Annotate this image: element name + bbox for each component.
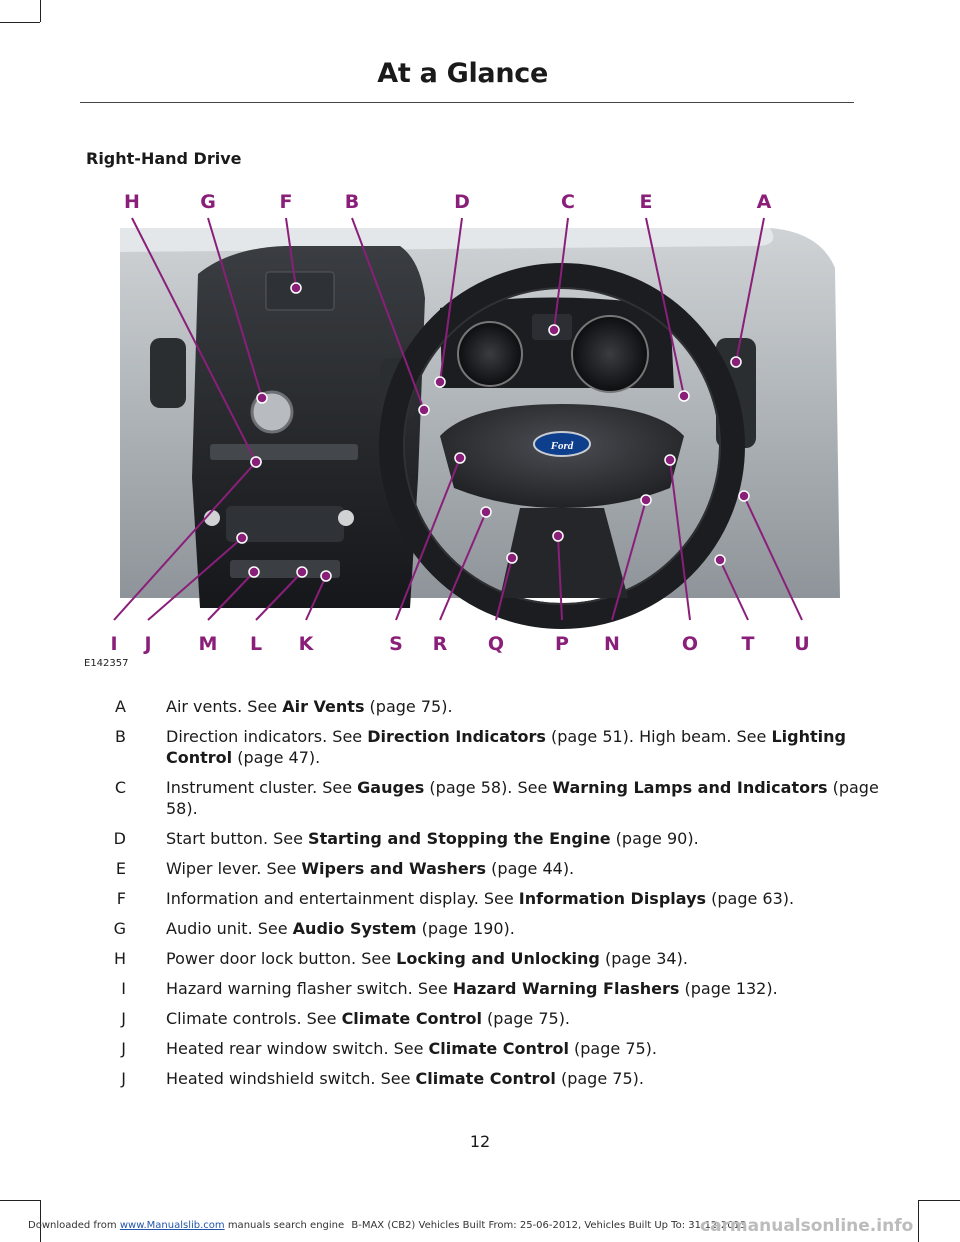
callout-marker — [237, 533, 247, 543]
callout-label: A — [756, 191, 772, 213]
description-text: (page 75). — [555, 1069, 644, 1088]
legend-key: B — [115, 727, 126, 746]
legend-key: E — [115, 859, 126, 878]
legend-description — [166, 777, 880, 819]
legend-description — [166, 918, 880, 939]
description-text: (page 47). — [232, 748, 321, 767]
cross-reference: Locking and Unlocking — [396, 949, 600, 968]
callout-marker — [249, 567, 259, 577]
callout-marker — [665, 455, 675, 465]
cross-reference: Climate Control — [415, 1069, 556, 1088]
callout-label: M — [198, 633, 218, 655]
callout-label: C — [561, 191, 575, 213]
description-text: (page 58). See — [424, 778, 553, 797]
legend-description — [166, 696, 880, 717]
callout-marker — [419, 405, 429, 415]
description-text: Start button. See — [166, 829, 309, 848]
callout-label: D — [454, 191, 470, 213]
legend-key: G — [113, 919, 126, 938]
cross-reference: Information Displays — [518, 889, 707, 908]
callout-marker — [553, 531, 563, 541]
cross-reference: Warning Lamps and Indicators — [552, 778, 828, 797]
legend-description — [166, 1008, 880, 1029]
callout-marker — [435, 377, 445, 387]
legend-item — [80, 888, 880, 909]
page-header-title: At a Glance — [377, 58, 548, 89]
legend-item — [80, 1038, 880, 1059]
description-text: Hazard warning flasher switch. See — [166, 979, 453, 998]
callout-marker — [291, 283, 301, 293]
description-text: (page 58). — [166, 778, 879, 818]
callout-label: B — [344, 191, 360, 213]
description-text: Direction indicators. See — [166, 727, 368, 746]
legend-item — [80, 1068, 880, 1089]
footer-downloaded-suffix: manuals search engine — [224, 1220, 345, 1231]
legend-key: J — [121, 1039, 126, 1058]
callout-marker — [679, 391, 689, 401]
description-text: (page 90). — [610, 829, 699, 848]
cross-reference: Climate Control — [341, 1009, 482, 1028]
legend-description — [166, 888, 880, 909]
description-text: Information and entertainment display. See — [166, 889, 519, 908]
legend-key: C — [114, 778, 126, 797]
callout-marker — [257, 393, 267, 403]
callout-label: G — [200, 191, 216, 213]
callout-label: H — [124, 191, 140, 213]
description-text: (page 132). — [679, 979, 778, 998]
legend-key: D — [113, 829, 126, 848]
legend-item — [80, 1008, 880, 1029]
description-text: Heated windshield switch. See — [166, 1069, 416, 1088]
footer-site-link[interactable]: www.Manualslib.com — [119, 1220, 225, 1231]
legend-key: I — [121, 979, 126, 998]
legend-description — [166, 948, 880, 969]
legend-item — [80, 696, 880, 717]
page-number: 12 — [469, 1132, 491, 1151]
callout-label: Q — [487, 633, 505, 655]
dashboard-figure — [80, 188, 870, 673]
legend-item — [80, 918, 880, 939]
callout-label: U — [794, 633, 810, 655]
cross-reference: Hazard Warning Flashers — [452, 979, 680, 998]
cross-reference: Starting and Stopping the Engine — [308, 829, 611, 848]
footer — [28, 1220, 746, 1231]
legend-item — [80, 948, 880, 969]
description-text: Audio unit. See — [166, 919, 293, 938]
legend-item — [80, 777, 880, 819]
footer-vehicle-info: B-MAX (CB2) Vehicles Built From: 25-06-2012, Vehicles Built Up To: 31-12-2013 — [351, 1220, 747, 1231]
legend-key: J — [121, 1069, 126, 1088]
legend-key: F — [116, 889, 126, 908]
crop-mark-bottom-right-h — [918, 1200, 960, 1201]
callout-marker — [715, 555, 725, 565]
description-text: Heated rear window switch. See — [166, 1039, 429, 1058]
callout-marker — [731, 357, 741, 367]
footer-watermark: carmanualsonline.info — [700, 1216, 914, 1236]
callout-label: T — [741, 633, 755, 655]
callout-marker — [481, 507, 491, 517]
description-text: (page 51). High beam. See — [545, 727, 772, 746]
cross-reference: Wipers and Washers — [301, 859, 487, 878]
legend-item — [80, 858, 880, 879]
legend-description — [166, 978, 880, 999]
description-text: (page 75). — [481, 1009, 571, 1028]
crop-mark-top-left-v — [40, 0, 41, 22]
description-text: (page 75). — [364, 697, 453, 716]
callout-label: O — [681, 633, 699, 655]
callout-label: R — [432, 633, 448, 655]
callout-marker — [251, 457, 261, 467]
callout-label: I — [110, 633, 118, 655]
dashboard-illustration — [80, 188, 870, 673]
callout-marker — [297, 567, 307, 577]
section-title: Right-Hand Drive — [86, 149, 242, 168]
ford-badge: Ford — [550, 440, 574, 452]
description-text: (page 75). — [568, 1039, 657, 1058]
callout-marker — [641, 495, 651, 505]
description-text: Climate controls. See — [166, 1009, 342, 1028]
legend-description — [166, 1068, 880, 1089]
callout-marker — [507, 553, 517, 563]
cross-reference: Audio System — [292, 919, 417, 938]
callout-marker — [739, 491, 749, 501]
legend-key: A — [115, 697, 126, 716]
legend-description — [166, 858, 880, 879]
legend-item — [80, 726, 880, 768]
callout-label: F — [279, 191, 293, 213]
crop-mark-top-left-h — [0, 22, 40, 23]
description-text: Power door lock button. See — [166, 949, 397, 968]
figure-code: E142357 — [84, 658, 129, 669]
legend-item — [80, 978, 880, 999]
description-text: (page 190). — [416, 919, 515, 938]
cross-reference: Direction Indicators — [367, 727, 546, 746]
legend-key: J — [121, 1009, 126, 1028]
callout-marker — [549, 325, 559, 335]
footer-downloaded-prefix: Downloaded from — [28, 1220, 120, 1231]
crop-mark-bottom-right-v — [918, 1200, 919, 1242]
legend-description — [166, 828, 880, 849]
legend-item — [80, 828, 880, 849]
callout-marker — [455, 453, 465, 463]
description-text: Instrument cluster. See — [166, 778, 358, 797]
cross-reference: Lighting Control — [166, 727, 846, 767]
description-text: (page 44). — [486, 859, 575, 878]
description-text: Air vents. See — [166, 697, 283, 716]
callout-label: L — [249, 633, 263, 655]
header-rule — [80, 102, 854, 103]
callout-marker — [321, 571, 331, 581]
cross-reference: Air Vents — [282, 697, 365, 716]
legend-description — [166, 726, 880, 768]
description-text: (page 34). — [599, 949, 688, 968]
callout-label: K — [298, 633, 314, 655]
legend-description — [166, 1038, 880, 1059]
callout-label: N — [604, 633, 620, 655]
crop-mark-bottom-left-h — [0, 1200, 40, 1201]
callout-label: S — [389, 633, 403, 655]
callout-label: E — [639, 191, 653, 213]
legend-list — [80, 696, 880, 1098]
cross-reference: Gauges — [357, 778, 425, 797]
callout-label: P — [555, 633, 569, 655]
callout-label: J — [144, 633, 152, 655]
description-text: Wiper lever. See — [166, 859, 302, 878]
description-text: (page 63). — [706, 889, 795, 908]
legend-key: H — [113, 949, 126, 968]
cross-reference: Climate Control — [428, 1039, 569, 1058]
